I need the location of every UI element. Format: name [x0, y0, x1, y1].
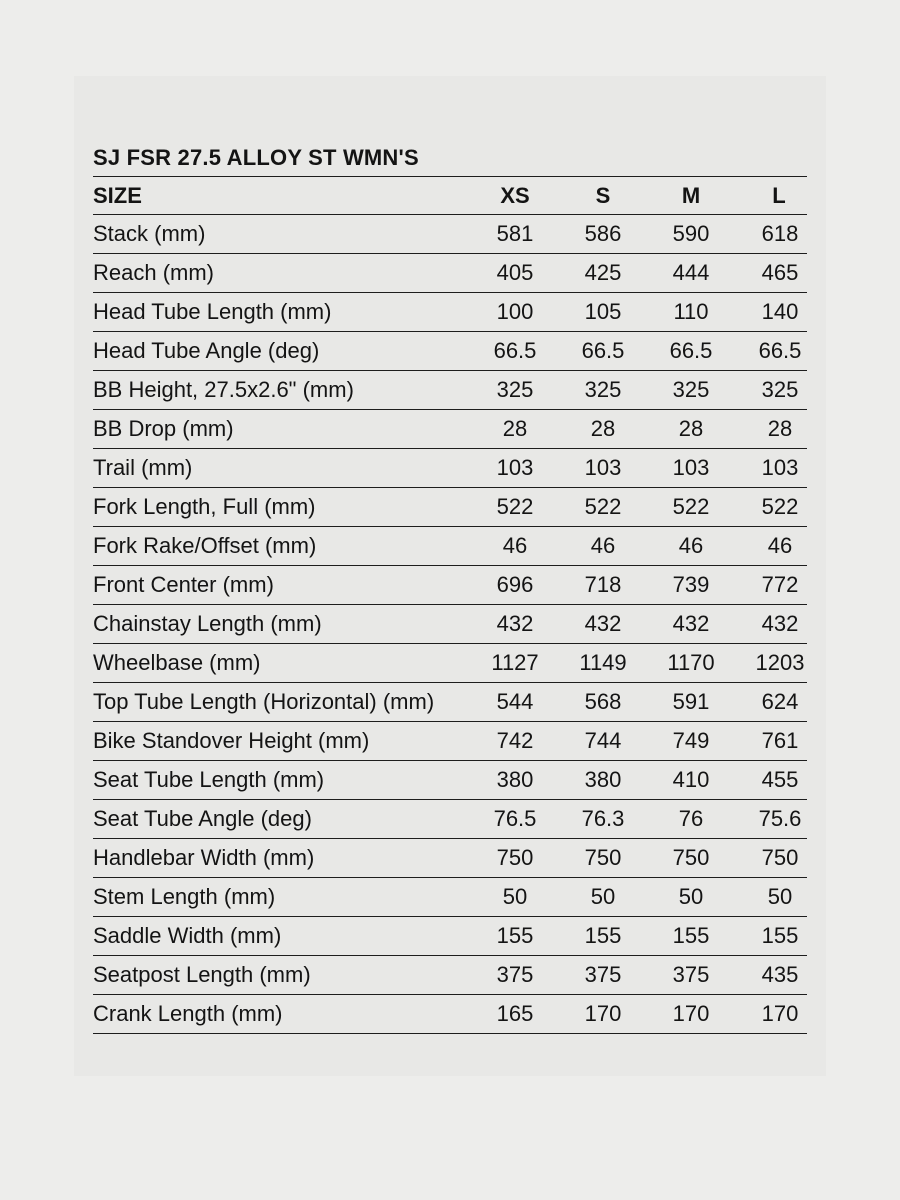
- cell-size-l: 28: [767, 416, 793, 441]
- cell-size-l: 618: [761, 221, 799, 246]
- cell-size-m: 432: [647, 605, 735, 644]
- cell-size-l: 103: [761, 455, 799, 480]
- cell-size-xs: 325: [471, 371, 559, 410]
- cell-size-xs: 432: [471, 605, 559, 644]
- cell-size-s: 66.5: [559, 332, 647, 371]
- cell-size-m: 590: [647, 215, 735, 254]
- table-row: [93, 605, 807, 644]
- row-label: Head Tube Angle (deg): [93, 332, 471, 371]
- cell-size-s: 718: [559, 566, 647, 605]
- size-l-header: L: [772, 182, 786, 208]
- cell-size-m: 28: [647, 410, 735, 449]
- table-row: [93, 332, 807, 371]
- cell-size-l: 465: [761, 260, 799, 285]
- row-label: Crank Length (mm): [93, 995, 471, 1034]
- row-label: BB Height, 27.5x2.6" (mm): [93, 371, 471, 410]
- table-row: [93, 488, 807, 527]
- cell-size-l-wrapper: [735, 683, 807, 722]
- cell-size-xs: 375: [471, 956, 559, 995]
- cell-size-s: 325: [559, 371, 647, 410]
- row-label: Stack (mm): [93, 215, 471, 254]
- cell-size-m: 410: [647, 761, 735, 800]
- cell-size-l-wrapper: [735, 293, 807, 332]
- cell-size-l-wrapper: [735, 800, 807, 839]
- cell-size-xs: 522: [471, 488, 559, 527]
- row-label: Seat Tube Length (mm): [93, 761, 471, 800]
- cell-size-s: 105: [559, 293, 647, 332]
- cell-size-s: 522: [559, 488, 647, 527]
- cell-size-l-wrapper: [735, 566, 807, 605]
- cell-size-l-wrapper: [735, 761, 807, 800]
- cell-size-s: 1149: [559, 644, 647, 683]
- table-row: [93, 449, 807, 488]
- row-label: Front Center (mm): [93, 566, 471, 605]
- cell-size-m: 103: [647, 449, 735, 488]
- cell-size-m: 375: [647, 956, 735, 995]
- table-row: [93, 254, 807, 293]
- cell-size-l: 1203: [755, 650, 805, 675]
- cell-size-xs: 405: [471, 254, 559, 293]
- cell-size-xs: 742: [471, 722, 559, 761]
- cell-size-xs: 1127: [471, 644, 559, 683]
- cell-size-l-wrapper: [735, 371, 807, 410]
- table-row: [93, 761, 807, 800]
- row-label: Seatpost Length (mm): [93, 956, 471, 995]
- cell-size-xs: 103: [471, 449, 559, 488]
- cell-size-s: 76.3: [559, 800, 647, 839]
- row-label: Reach (mm): [93, 254, 471, 293]
- cell-size-s: 586: [559, 215, 647, 254]
- cell-size-l: 455: [761, 767, 799, 792]
- cell-size-l: 75.6: [758, 806, 802, 831]
- row-label: Bike Standover Height (mm): [93, 722, 471, 761]
- table-header: [93, 177, 807, 215]
- size-header: SIZE: [93, 177, 471, 215]
- cell-size-l-wrapper: [735, 839, 807, 878]
- table-row: [93, 956, 807, 995]
- size-m-header: M: [647, 177, 735, 215]
- table-row: [93, 566, 807, 605]
- cell-size-m: 155: [647, 917, 735, 956]
- cell-size-s: 750: [559, 839, 647, 878]
- row-label: Wheelbase (mm): [93, 644, 471, 683]
- cell-size-l: 624: [761, 689, 799, 714]
- cell-size-xs: 696: [471, 566, 559, 605]
- cell-size-l: 325: [761, 377, 799, 402]
- cell-size-l: 66.5: [758, 338, 802, 363]
- cell-size-l-wrapper: [735, 527, 807, 566]
- cell-size-l-wrapper: [735, 917, 807, 956]
- row-label: Stem Length (mm): [93, 878, 471, 917]
- cell-size-l-wrapper: [735, 722, 807, 761]
- cell-size-s: 155: [559, 917, 647, 956]
- cell-size-l-wrapper: [735, 956, 807, 995]
- table-row: [93, 722, 807, 761]
- cell-size-l: 772: [761, 572, 799, 597]
- row-label: Saddle Width (mm): [93, 917, 471, 956]
- table-title: SJ FSR 27.5 ALLOY ST WMN'S: [93, 145, 419, 170]
- cell-size-l-wrapper: [735, 254, 807, 293]
- cell-size-xs: 50: [471, 878, 559, 917]
- cell-size-s: 46: [559, 527, 647, 566]
- cell-size-m: 46: [647, 527, 735, 566]
- cell-size-s: 744: [559, 722, 647, 761]
- cell-size-s: 380: [559, 761, 647, 800]
- cell-size-xs: 165: [471, 995, 559, 1034]
- size-xs-header: XS: [471, 177, 559, 215]
- row-label: Fork Rake/Offset (mm): [93, 527, 471, 566]
- geometry-table: [93, 176, 807, 1034]
- table-row: [93, 995, 807, 1034]
- cell-size-m: 444: [647, 254, 735, 293]
- row-label: Handlebar Width (mm): [93, 839, 471, 878]
- cell-size-s: 170: [559, 995, 647, 1034]
- cell-size-m: 76: [647, 800, 735, 839]
- cell-size-l: 522: [761, 494, 799, 519]
- row-label: Chainstay Length (mm): [93, 605, 471, 644]
- cell-size-s: 432: [559, 605, 647, 644]
- table-row: [93, 293, 807, 332]
- cell-size-l: 155: [761, 923, 799, 948]
- cell-size-xs: 750: [471, 839, 559, 878]
- cell-size-m: 591: [647, 683, 735, 722]
- table-row: [93, 215, 807, 254]
- cell-size-m: 1170: [647, 644, 735, 683]
- row-label: Fork Length, Full (mm): [93, 488, 471, 527]
- row-label: Head Tube Length (mm): [93, 293, 471, 332]
- cell-size-m: 522: [647, 488, 735, 527]
- cell-size-l-wrapper: [735, 995, 807, 1034]
- cell-size-m: 739: [647, 566, 735, 605]
- cell-size-xs: 66.5: [471, 332, 559, 371]
- cell-size-l: 432: [761, 611, 799, 636]
- cell-size-xs: 155: [471, 917, 559, 956]
- cell-size-l: 140: [761, 299, 799, 324]
- cell-size-m: 170: [647, 995, 735, 1034]
- cell-size-xs: 380: [471, 761, 559, 800]
- row-label: Trail (mm): [93, 449, 471, 488]
- cell-size-l-wrapper: [735, 644, 807, 683]
- cell-size-l-wrapper: [735, 332, 807, 371]
- size-l-header-cell: [735, 177, 807, 215]
- table-row: [93, 878, 807, 917]
- cell-size-xs: 76.5: [471, 800, 559, 839]
- cell-size-xs: 100: [471, 293, 559, 332]
- cell-size-m: 325: [647, 371, 735, 410]
- cell-size-xs: 581: [471, 215, 559, 254]
- cell-size-m: 750: [647, 839, 735, 878]
- cell-size-xs: 46: [471, 527, 559, 566]
- table-row: [93, 683, 807, 722]
- cell-size-l-wrapper: [735, 215, 807, 254]
- table-row: [93, 917, 807, 956]
- cell-size-l: 50: [767, 884, 793, 909]
- cell-size-l: 435: [761, 962, 799, 987]
- size-s-header: S: [559, 177, 647, 215]
- cell-size-l-wrapper: [735, 878, 807, 917]
- table-row: [93, 800, 807, 839]
- cell-size-l-wrapper: [735, 605, 807, 644]
- cell-size-s: 50: [559, 878, 647, 917]
- header-row: [93, 177, 807, 215]
- row-label: Seat Tube Angle (deg): [93, 800, 471, 839]
- cell-size-s: 425: [559, 254, 647, 293]
- cell-size-l: 46: [767, 533, 793, 558]
- cell-size-s: 103: [559, 449, 647, 488]
- cell-size-l: 750: [761, 845, 799, 870]
- table-row: [93, 527, 807, 566]
- row-label: Top Tube Length (Horizontal) (mm): [93, 683, 471, 722]
- cell-size-l-wrapper: [735, 449, 807, 488]
- cell-size-l-wrapper: [735, 410, 807, 449]
- cell-size-m: 50: [647, 878, 735, 917]
- cell-size-s: 375: [559, 956, 647, 995]
- cell-size-l: 761: [761, 728, 799, 753]
- table-row: [93, 410, 807, 449]
- table-row: [93, 839, 807, 878]
- cell-size-xs: 28: [471, 410, 559, 449]
- row-label: BB Drop (mm): [93, 410, 471, 449]
- cell-size-m: 110: [647, 293, 735, 332]
- table-row: [93, 371, 807, 410]
- cell-size-s: 568: [559, 683, 647, 722]
- cell-size-l-wrapper: [735, 488, 807, 527]
- cell-size-s: 28: [559, 410, 647, 449]
- cell-size-m: 749: [647, 722, 735, 761]
- table-body: [93, 215, 807, 1034]
- cell-size-xs: 544: [471, 683, 559, 722]
- table-row: [93, 644, 807, 683]
- cell-size-l: 170: [761, 1001, 799, 1026]
- cell-size-m: 66.5: [647, 332, 735, 371]
